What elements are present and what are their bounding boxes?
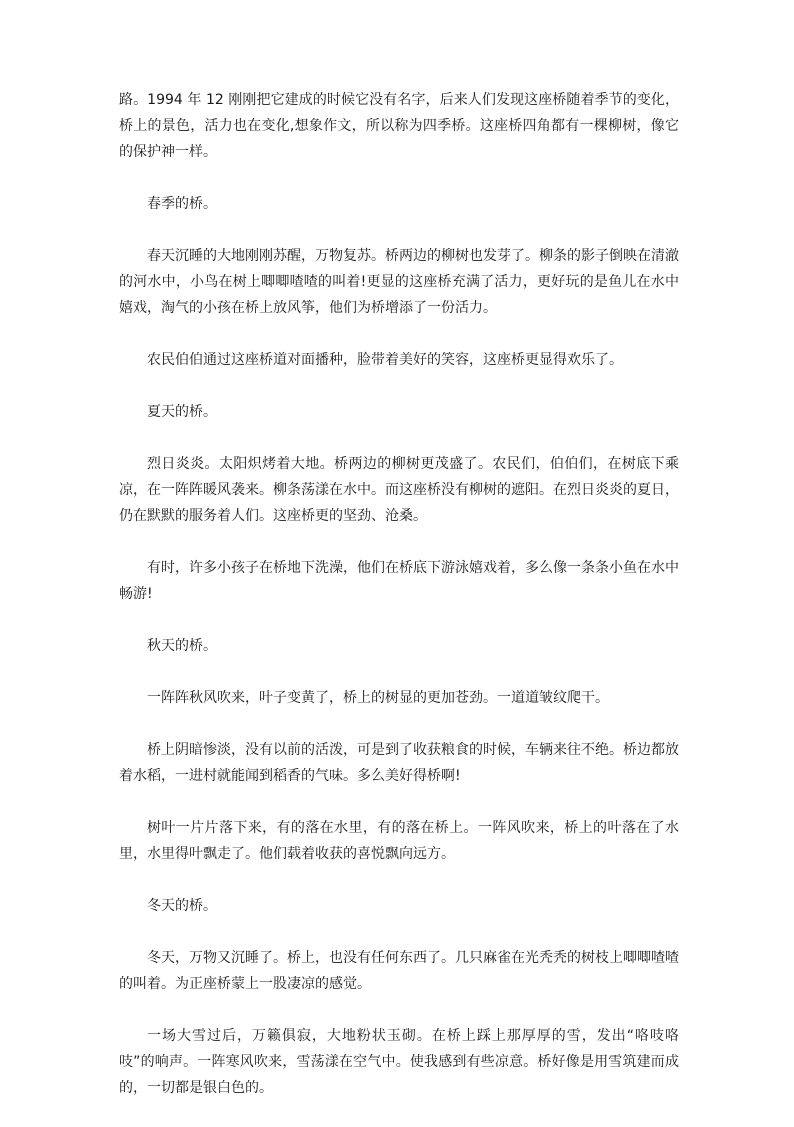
- paragraph-summer-1: 烈日炎炎。太阳炽烤着大地。桥两边的柳树更茂盛了。农民们，伯伯们，在树底下乘凉，在一阵阵暖风袭来。柳条荡漾在水中。而这座桥没有柳树的遮阳。在烈日炎炎的夏日，仍在默默的服务着人们。这座桥更的坚劲、沧桑。: [119, 456, 679, 524]
- paragraph-summer-2: 有时，许多小孩子在桥地下洗澡，他们在桥底下游泳嬉戏着，多么像一条条小鱼在水中畅游!: [119, 560, 679, 602]
- section-heading-summer: 夏天的桥。: [147, 404, 217, 420]
- paragraph-autumn-1: 一阵阵秋风吹来，叶子变黄了，桥上的树显的更加苍劲。一道道皱纹爬干。: [147, 690, 609, 706]
- section-heading-winter: 冬天的桥。: [147, 898, 217, 914]
- paragraph-winter-2: 一场大雪过后，万籁俱寂，大地粉状玉砌。在桥上踩上那厚厚的雪，发出“咯吱咯吱”的响声。一阵寒风吹来，雪荡漾在空气中。使我感到有些凉意。桥好像是用雪筑建而成的，一切都是银白色的。: [119, 1028, 679, 1096]
- section-heading-autumn: 秋天的桥。: [147, 638, 217, 654]
- paragraph-autumn-2: 桥上阴暗惨淡，没有以前的活泼，可是到了收获粮食的时候，车辆来往不绝。桥边都放着水稻，一进村就能闻到稻香的气味。多么美好得桥啊!: [119, 742, 679, 784]
- document-body: [119, 87, 679, 1127]
- paragraph-winter-1: 冬天，万物又沉睡了。桥上，也没有任何东西了。几只麻雀在光秃秃的树枝上唧唧喳喳的叫着。为正座桥蒙上一股凄凉的感觉。: [119, 950, 679, 992]
- paragraph-spring-1: 春天沉睡的大地刚刚苏醒，万物复苏。桥两边的柳树也发芽了。柳条的影子倒映在清澈的河水中，小鸟在树上唧唧喳喳的叫着!更显的这座桥充满了活力，更好玩的是鱼儿在水中嬉戏，淘气的小孩在桥上放风筝，他们为桥增添了一份活力。: [119, 248, 679, 316]
- section-heading-spring: 春季的桥。: [147, 196, 217, 212]
- paragraph-autumn-3: 树叶一片片落下来，有的落在水里，有的落在桥上。一阵风吹来，桥上的叶落在了水里，水里得叶飘走了。他们载着收获的喜悦飘向远方。: [119, 820, 679, 862]
- paragraph-spring-2: 农民伯伯通过这座桥道对面播种，脸带着美好的笑容，这座桥更显得欢乐了。: [147, 352, 623, 368]
- paragraph-intro: 路。1994 年 12 刚刚把它建成的时候它没有名字，后来人们发现这座桥随着季节的变化，桥上的景色，活力也在变化,想象作文，所以称为四季桥。这座桥四角都有一棵柳树，像它的保护神一样。: [119, 92, 679, 160]
